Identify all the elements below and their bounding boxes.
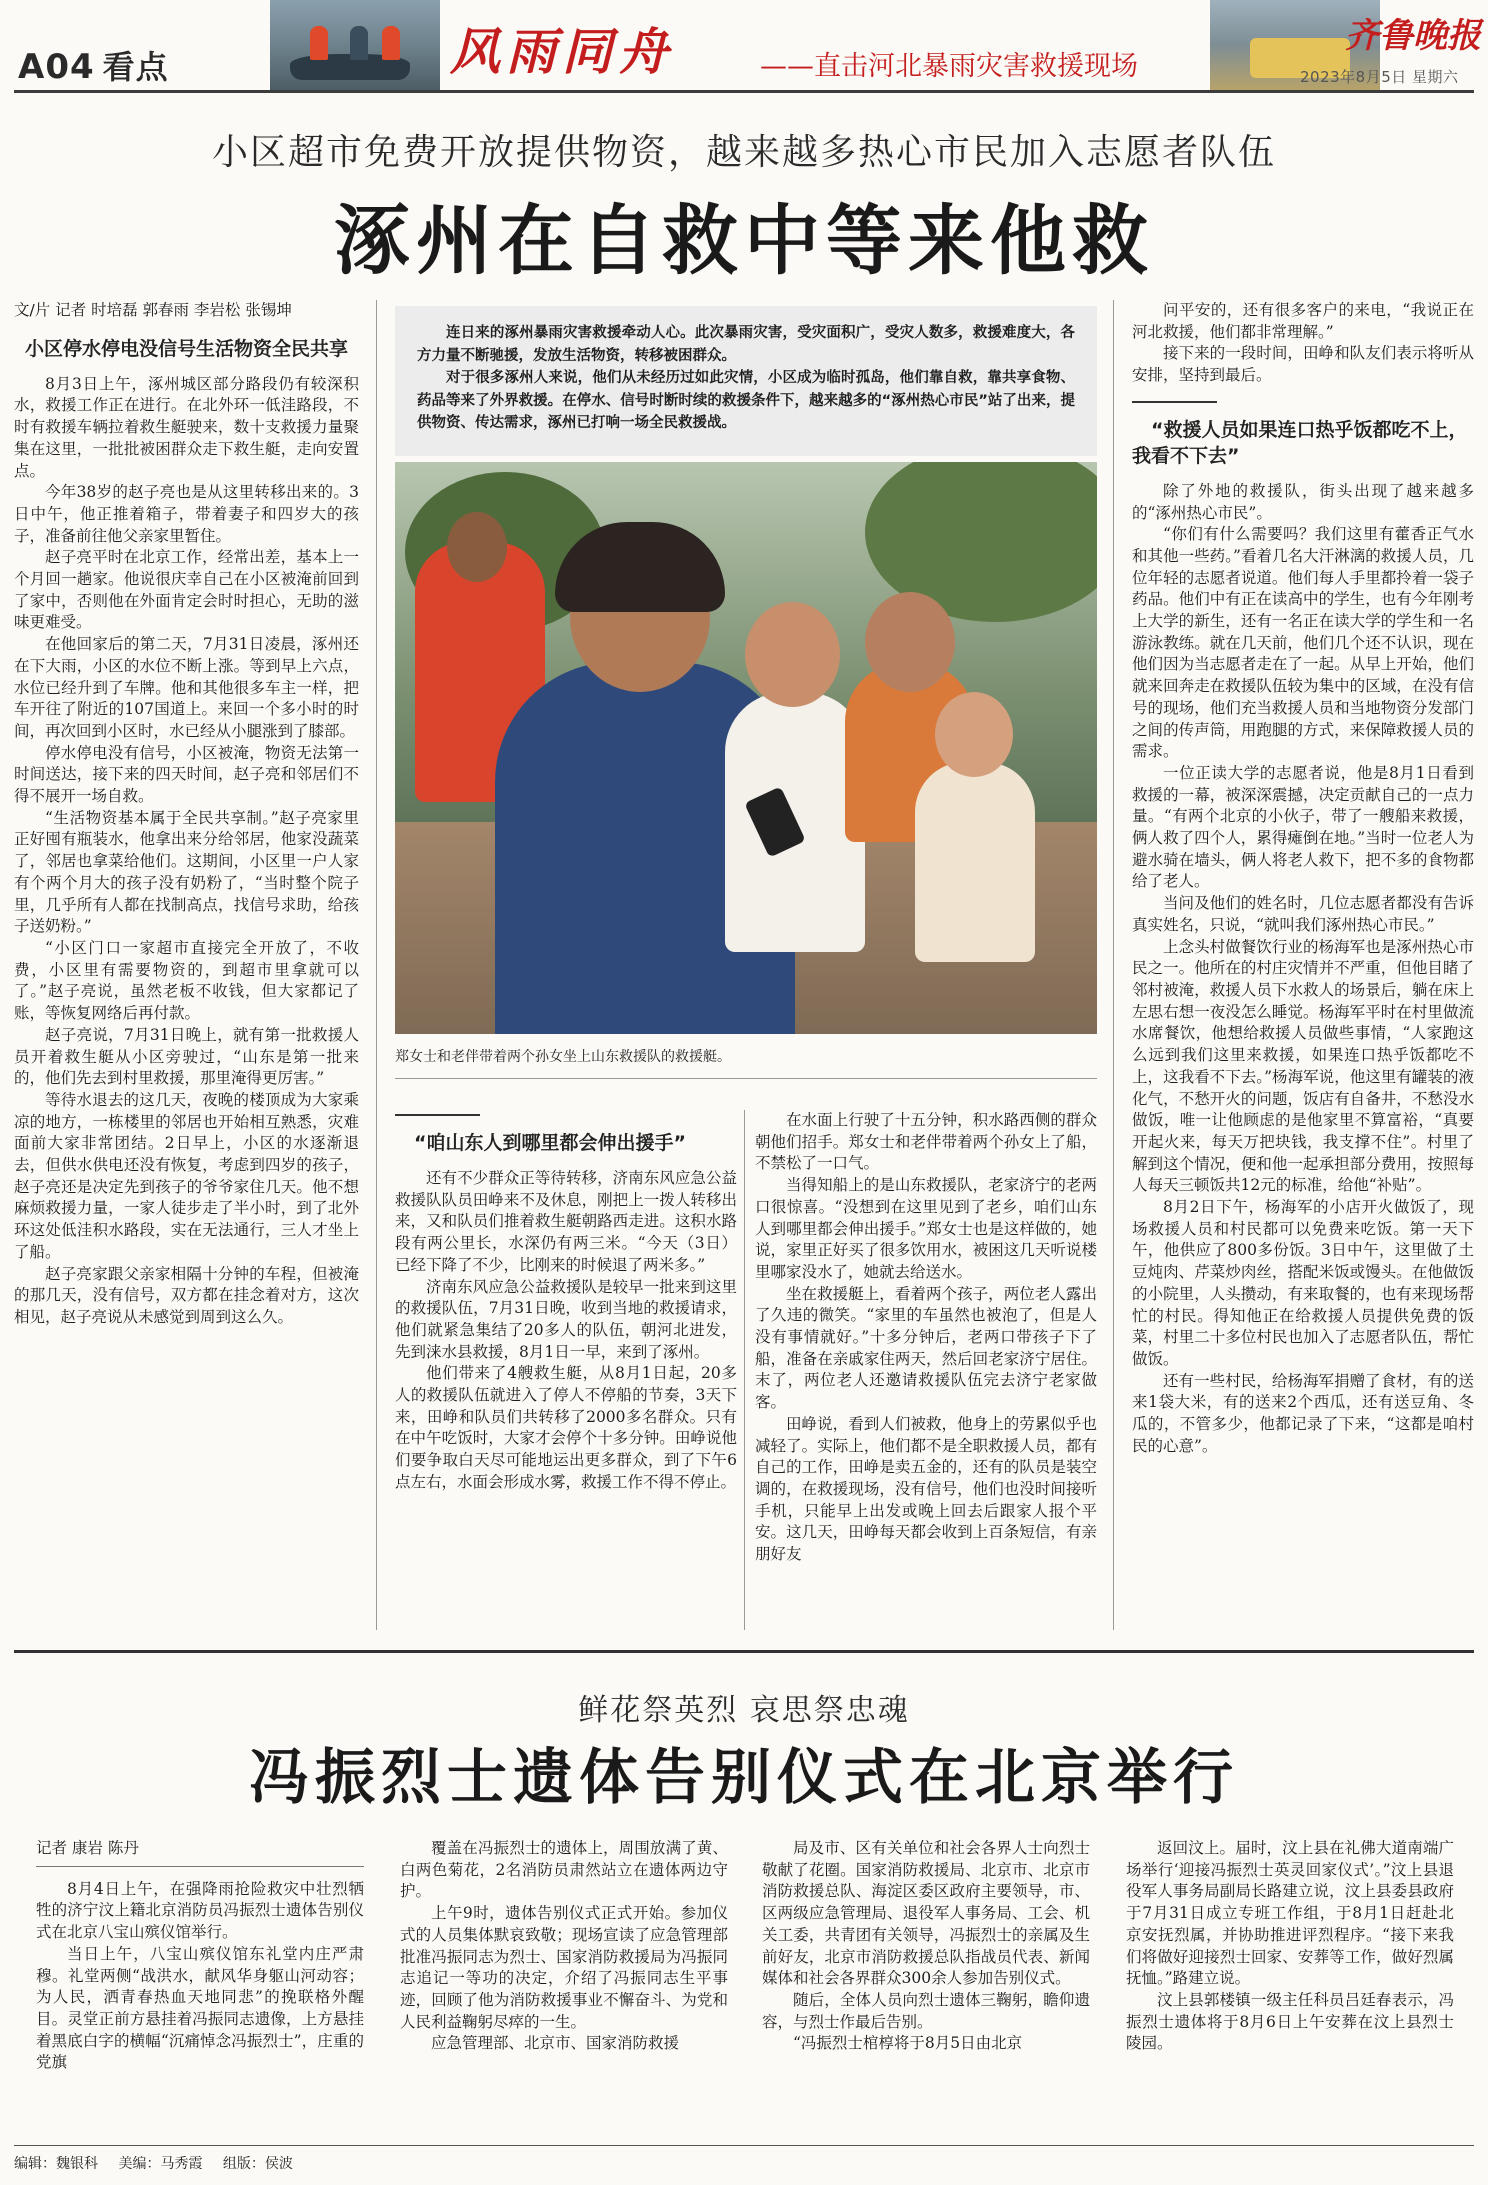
girl-head	[745, 602, 840, 707]
story1-lead-box	[395, 306, 1097, 456]
paragraph: 一位正读大学的志愿者说，他是8月1日看到救援的一幕，被深深震撼，决定贡献自己的一点力量。“有两个北京的小伙子，带了一艘船来救援，俩人救了四个人，累得瘫倒在地。”当时一位老人为避水骑在墙头，俩人将老人救下，把不多的食物都给了老人。	[1132, 763, 1474, 891]
paragraph: 他们带来了4艘救生艇，从8月1日起，20多人的救援队伍就进入了停人不停船的节奏，3天下来，田峥和队员们共转移了2000多名群众。只有在中午吃饭时，大家才会停个十多分钟。田峥说他们要争取白天尽可能地运出更多群众，到了下午6点左右，水面会形成水雾，救援工作不得不停止。	[395, 1364, 737, 1491]
story1-byline: 文/片 记者 时培磊 郭春雨 李岩松 张锡坤	[14, 301, 292, 319]
story2-column-4	[1126, 1838, 1454, 2138]
paragraph: 赵子亮家跟父亲家相隔十分钟的车程，但被淹的那几天，没有信号，双方都在挂念着对方，这次相见，赵子亮说从未感觉到周到这么久。	[14, 1264, 359, 1326]
paragraph: 8月3日上午，涿州城区部分路段仍有较深积水，救援工作正在进行。在北外环一低洼路段，不时有救援车辆拉着救生艇驶来，数十支救援力量聚集在这里，一批批被困群众走下救生艇，走向安置点。	[14, 374, 359, 480]
paragraph: 赵子亮说，7月31日晚上，就有第一批救援人员开着救生艇从小区旁驶过，“山东是第一批来的，他们先去到村里救援，那里淹得更厉害。”	[14, 1025, 359, 1088]
paragraph: 赵子亮平时在北京工作，经常出差，基本上一个月回一趟家。他说很庆幸自己在小区被淹前回到了家中，否则他在外面肯定会时时担心，无助的滋味更难受。	[14, 548, 359, 632]
issue-date: 2023年8月5日 星期六	[1300, 68, 1459, 86]
byline-rule	[36, 1866, 364, 1867]
grandfather-head	[865, 592, 955, 692]
masthead-rule	[14, 90, 1474, 93]
column-subtitle: ——直击河北暴雨灾害救援现场	[760, 51, 1138, 82]
paragraph: 在他回家后的第二天，7月31日凌晨，涿州还在下大雨，小区的水位不断上涨。等到早上六点，水位已经升到了车牌。他和其他很多车主一样，把车开往了附近的107国道上。来回一个多小时的时间，再次回到小区时，水已经从小腿涨到了膝部。	[14, 635, 359, 740]
paragraph: 上午9时，遗体告别仪式正式开始。参加仪式的人员集体默哀致敬；现场宣读了应急管理部批准冯振同志为烈士、国家消防救援局为冯振同志追记一等功的决定，介绍了冯振同志生平事迹，回顾了他为消防救援事业不懈奋斗、为党和人民利益鞠躬尽瘁的一生。	[400, 1904, 728, 2031]
photo-caption: 郑女士和老伴带着两个孙女坐上山东救援队的救援艇。	[395, 1049, 731, 1065]
story1-column-3	[755, 1110, 1097, 1632]
page-number: A04	[18, 47, 95, 87]
lead-paragraph: 对于很多涿州人来说，他们从未经历过如此灾情，小区成为临时孤岛，他们靠自救，靠共享食物、药品等来了外界救援。在停水、信号时断时续的救援条件下，越来越多的“涿州热心市民”站了出来，提供物资、传达需求，涿州已打响一场全民救援战。	[417, 370, 1075, 431]
paragraph: 覆盖在冯振烈士的遗体上，周围放满了黄、白两色菊花，2名消防员肃然站立在遗体两边守护。	[400, 1839, 728, 1901]
rescuer-figure	[382, 26, 400, 60]
paragraph: 8月4日上午，在强降雨抢险救灾中壮烈牺牲的济宁汶上籍北京消防员冯振烈士遗体告别仪式在北京八宝山殡仪馆举行。	[36, 1879, 364, 1942]
paragraph: 还有一些村民，给杨海军捐赠了食材，有的送来1袋大米，有的送来2个西瓜，还有送豆角、冬瓜的，不管多少，他都记录了下来，“这都是咱村民的心意”。	[1132, 1371, 1474, 1455]
paper-logo: 齐鲁晚报	[1345, 16, 1481, 56]
paragraph: 8月2日下午，杨海军的小店开火做饭了，现场救援人员和村民都可以免费来吃饭。第一天下午，他供应了800多份饭。3日中午，这里做了土豆炖肉、芹菜炒肉丝，搭配米饭或馒头。在他做饭的小院里，人头攒动，有来取餐的，也有来现场帮忙的村民。得知他正在给救援人员提供免费的饭菜，村里二十多位村民也加入了志愿者队伍，帮忙做饭。	[1132, 1198, 1474, 1368]
section-rule	[395, 1114, 480, 1116]
lead-paragraph: 连日来的涿州暴雨灾害救援牵动人心。此次暴雨灾害，受灾面积广，受灾人数多，救援难度大，各方力量不断驰援，发放生活物资，转移被困群众。	[417, 325, 1075, 364]
caption-rule	[395, 1078, 1097, 1079]
story1-column-1	[14, 300, 359, 1632]
column-divider	[376, 300, 377, 1630]
toddler-head	[935, 692, 1013, 777]
section-rule	[1132, 401, 1217, 403]
paragraph: 今年38岁的赵子亮也是从这里转移出来的。3日中午，他正推着箱子，带着妻子和四岁大的孩子，准备前往他父亲家里暂住。	[14, 483, 359, 545]
paragraph: “生活物资基本属于全民共享制。”赵子亮家里正好囤有瓶装水，他拿出来分给邻居，他家没蔬菜了，邻居也拿菜给他们。这期间，小区里一户人家有个两个月大的孩子没有奶粉了，“当时整个院子里，几乎所有人都在找制高点，找信号求助，给孩子送奶粉。”	[14, 808, 359, 936]
footer-rule	[14, 2145, 1474, 2146]
story1-headline: 涿州在自救中等来他救	[334, 196, 1154, 285]
credits-footer	[14, 2153, 309, 2173]
rescue-boat-photo	[395, 462, 1097, 1034]
paragraph: 应急管理部、北京市、国家消防救援	[431, 2034, 680, 2053]
paragraph: “小区门口一家超市直接完全开放了，不收费，小区里有需要物资的，到超市里拿就可以了。”赵子亮说，虽然老板不收钱，但大家都记了账，等恢复网络后再付款。	[14, 938, 359, 1023]
column-title: 风雨同舟	[450, 22, 674, 81]
column-divider	[744, 1110, 745, 1630]
section3-title: “救援人员如果连口热乎饭都吃不上，我看不下去”	[1132, 418, 1468, 467]
paragraph: 坐在救援艇上，看着两个孩子，两位老人露出了久违的微笑。“家里的车虽然也被泡了，但是人没有事情就好。”十多分钟后，老两口带孩子下了船，准备在亲戚家住两天，然后回老家济宁居住。末了，两位老人还邀请救援队伍完去济宁老家做客。	[755, 1284, 1097, 1412]
story2-column-1	[36, 1838, 364, 2138]
story2-column-3	[762, 1838, 1090, 2138]
section2-title: “咱山东人到哪里都会伸出援手”	[414, 1132, 686, 1154]
paragraph: 还有不少群众正等待转移，济南东风应急公益救援队队员田峥来不及休息，刚把上一拨人转移出来，又和队员们推着救生艇朝路西走进。这积水路段有两公里长，水深仍有两三米。“今天（3日）已经下降了不少，比刚来的时候退了两米多。”	[395, 1169, 737, 1274]
layout-credit: 组版：侯波	[222, 2156, 293, 2172]
paragraph: 汶上县郭楼镇一级主任科员吕廷春表示，冯振烈士遗体将于8月6日上午安葬在汶上县烈士陵园。	[1126, 1990, 1454, 2053]
paragraph: 济南东风应急公益救援队是较早一批来到这里的救援队伍，7月31日晚，收到当地的救援请求，他们就紧急集结了20多人的队伍，朝河北进发，先到涞水县救援，8月1日一早，来到了涿州。	[395, 1277, 737, 1361]
rescuer-head	[447, 512, 507, 582]
section-name: 看点	[102, 48, 169, 86]
paragraph: 等待水退去的这几天，夜晚的楼顶成为大家乘凉的地方，一栋楼里的邻居也开始相互熟悉，灾难面前大家非常团结。2日早上，小区的水逐渐退去，但供水供电还没有恢复，考虑到四岁的孩子，赵子亮还是决定先到孩子的爷爷家住几天。他不想麻烦救援力量，一家人徒步走了半小时，到了北外环这处低洼积水路段，实在无法通行，三人才坐上了船。	[14, 1090, 359, 1261]
editor-credit: 编辑：魏银科	[14, 2156, 98, 2172]
story2-byline: 记者 康岩 陈丹	[36, 1839, 139, 1857]
masthead-rescue-photo	[270, 0, 440, 90]
paragraph: 当问及他们的姓名时，几位志愿者都没有告诉真实姓名，只说，“就叫我们涿州热心市民。”	[1132, 894, 1474, 934]
story1-subhead: 小区超市免费开放提供物资，越来越多热心市民加入志愿者队伍	[211, 132, 1276, 173]
paragraph: 当得知船上的是山东救援队，老家济宁的老两口很惊喜。“没想到在这里见到了老乡，咱们山东人到哪里都会伸出援手。”郑女士也是这样做的，她说，家里正好买了很多饮用水，被困这几天听说楼里哪家没水了，她就去给送水。	[755, 1176, 1097, 1281]
paragraph: “冯振烈士棺椁将于8月5日由北京	[793, 2034, 1023, 2053]
paragraph: “你们有什么需要吗？我们这里有藿香正气水和其他一些药。”看着几名大汗淋漓的救援人员，几位年轻的志愿者说道。他们每人手里都拎着一袋子药品。他们中有正在读高中的学生，也有今年刚考上大学的新生，还有一名正在读大学的学生和一名游泳教练。就在几天前，他们几个还不认识，现在他们因为当志愿者走在了一起。从早上开始，他们就来回奔走在救援队伍较为集中的区域，在没有信号的现场，他们充当救援人员和当地物资分发部门之间的传声筒，用跑腿的方式，来保障救援人员的需求。	[1132, 525, 1474, 761]
paragraph: 返回汶上。届时，汶上县在礼佛大道南端广场举行‘迎接冯振烈士英灵回家仪式’。”汶上县退役军人事务局副局长路建立说，汶上县委县政府于7月31日成立专班工作组，于8月1日赶赴北京安抚烈属，并协助推进评烈程序。“接下来我们将做好迎接烈士回家、安葬等工作，做好烈属抚恤。”路建立说。	[1126, 1839, 1454, 1988]
paragraph: 上念头村做餐饮行业的杨海军也是涿州热心市民之一。他所在的村庄灾情并不严重，但他目睹了邻村被淹，救援人员下水救人的场景后，躺在床上左思右想一夜没怎么睡觉。杨海军平时在村里做流水席餐饮，他想给救援人员做些事情，“人家跑这么远到我们这里来救援，如果连口热乎饭都吃不上，这我看不下去。”杨海军说，他这里有罐装的液化气，不愁开火的问题，饭店有自备井，不愁没水做饭，唯一让他顾虑的是他家里不算富裕，“真要开起火来，每天万把块钱，我支撑不住”。村里了解到这个情况，便和他一起承担部分费用，按照每人每天三顿饭共12元的标准，给他“补贴”。	[1132, 937, 1474, 1195]
column-divider	[1113, 300, 1114, 1630]
paragraph: 停水停电没有信号，小区被淹，物资无法第一时间送达，接下来的四天时间，赵子亮和邻居们不得不展开一场自救。	[14, 743, 359, 806]
paragraph: 除了外地的救援队，街头出现了越来越多的“涿州热心市民”。	[1132, 481, 1474, 522]
rescuer-figure	[310, 26, 328, 60]
story2-column-2	[400, 1838, 728, 2138]
story2-subhead: 鲜花祭英烈 哀思祭忠魂	[578, 1693, 910, 1728]
paragraph: 问平安的，还有很多客户的来电，“我说正在河北救援，他们都非常理解。”	[1132, 301, 1474, 341]
paragraph: 田峥说，看到人们被救，他身上的劳累似乎也减轻了。实际上，他们都不是全职救援人员，都有自己的工作，田峥是卖五金的，还有的队员是装空调的，在救援现场，没有信号，他们也没时间接听手机，只能早上出发或晚上回去后跟家人报个平安。这几天，田峥每天都会收到上百条短信，有亲朋好友	[755, 1414, 1097, 1564]
paragraph: 接下来的一段时间，田峥和队友们表示将听从安排，坚持到最后。	[1132, 344, 1474, 385]
story1-column-2	[395, 1110, 737, 1632]
masthead	[0, 0, 1488, 95]
story-divider	[14, 1650, 1474, 1653]
designer-credit: 美编：马秀霞	[118, 2156, 203, 2172]
paragraph: 当日上午，八宝山殡仪馆东礼堂内庄严肃穆。礼堂两侧“战洪水，献风华身躯山河动容；为人民，洒青春热血天地同悲”的挽联格外醒目。灵堂正前方悬挂着冯振同志遗像，上方悬挂着黑底白字的横幅“沉痛悼念冯振烈士”，庄重的党旗	[36, 1944, 364, 2072]
resident-figure	[350, 26, 368, 60]
section1-title: 小区停水停电没信号生活物资全民共享	[24, 337, 348, 360]
page-code	[18, 42, 169, 88]
story1-column-4	[1132, 300, 1474, 1632]
paragraph: 局及市、区有关单位和社会各界人士向烈士敬献了花圈。国家消防救援局、北京市、北京市消防救援总队、海淀区委区政府主要领导，市、区两级应急管理局、退役军人事务局、工会、机关工委，共青团有关领导，冯振烈士的亲属及生前好友，北京市消防救援总队指战员代表、新闻媒体和社会各界群众300余人参加告别仪式。	[762, 1839, 1090, 1988]
story2-headline: 冯振烈士遗体告别仪式在北京举行	[249, 1743, 1239, 1813]
paragraph: 随后，全体人员向烈士遗体三鞠躬，瞻仰遗容，与烈士作最后告别。	[762, 1990, 1090, 2031]
toddler-figure	[915, 762, 1035, 962]
paragraph: 在水面上行驶了十五分钟，积水路西侧的群众朝他们招手。郑女士和老伴带着两个孙女上了船，不禁松了一口气。	[755, 1111, 1097, 1173]
